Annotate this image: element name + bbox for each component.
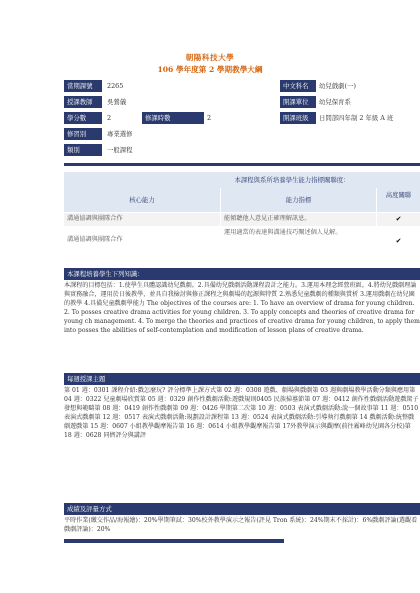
ability-row-2-indicator: 運用適當的表達與溝通技巧闡述個人見解。 xyxy=(224,229,342,236)
class-value: 日間部四年制 2 年級 A 班 xyxy=(319,114,394,122)
class-label: 開課班級 xyxy=(280,112,316,124)
department-label: 開課單位 xyxy=(280,96,316,108)
instructor-label: 授課教師 xyxy=(64,96,102,108)
ability-row-1-core: 溝通協調與團隊合作 xyxy=(64,213,220,226)
category-label: 修習別 xyxy=(64,128,102,140)
category-value: 專業選修 xyxy=(107,130,133,138)
course-info-row-3 xyxy=(64,112,420,124)
credits-value: 2 xyxy=(107,114,112,122)
ability-row-2-check-icon: ✔ xyxy=(395,237,402,245)
divider-bar xyxy=(64,163,420,166)
syllabus-title: 106 學年度第 2 學期教學大綱 xyxy=(157,65,263,74)
grading-bottom-bar xyxy=(64,539,284,543)
schedule-text: 第 01 週：0301 課程介紹:戲怎麼玩? 評分標準上課方式第 02 週：0308 遊戲、劇場與戲劇第 03 週與劇場教學活動分類與應用第 04 週：0322 兒童劇場欣賞第 05 週：0329 創作性戲劇活動:遊戲規則0405 民族掃墓節第 07 週：0412 創作性戲劇活動遊戲駕子發想與範疇第 08 週：0419 創作性戲劇第 09 週：0426 學期第二次第 10 週：0503 表演式戲劇活動:說一個故事第 11 週：0510 表演式戲劇第 12 週：0517 表演式戲劇活動:規劃設計課程第 13 週：0524 表演式戲劇活動:引導執行戲劇第 14 戲劇活動:統整戲劇遊戲第 15 週：0607 小組教學觀摩報告第 16 週：0614 小組教學觀摩報告第 17外教學演示與觀摩(前往霧峰幼兒園各分校)第 18 週：0628 同儕評分與講評 xyxy=(64,387,419,440)
ability-row-1-indicator: 能傾聽他人意見正確理解訊息。 xyxy=(221,213,376,226)
instructor-value: 吳鶯儀 xyxy=(107,98,127,106)
department-value: 幼兒保育系 xyxy=(319,98,351,106)
credits-label: 學分數 xyxy=(64,112,102,124)
course-info-row-5 xyxy=(64,144,420,156)
course-name-label: 中文科名 xyxy=(280,80,316,92)
schedule-heading: 每週授課主題 xyxy=(64,373,420,385)
course-code-value: 2265 xyxy=(107,82,124,90)
course-name-value: 幼兒戲劇(一) xyxy=(319,82,356,90)
type-label: 類別 xyxy=(64,144,102,156)
ability-col-core: 核心能力 xyxy=(64,188,220,212)
course-info-row-4 xyxy=(64,128,420,140)
course-code-label: 當期課號 xyxy=(64,80,102,92)
course-info-row-2 xyxy=(64,96,420,108)
grading-text: 平時作業(繳交作品/海報繪)：20%學期筆試：30%校外教學演示之報告(評見 Tron 系統)：24%期末不採計)：6%戲劇評論(選觀看戲劇評論)：20% xyxy=(64,517,418,534)
ability-row-2-core: 溝通協調與團隊合作 xyxy=(67,236,123,243)
objectives-heading: 本課程培養學生下列知識： xyxy=(64,268,420,280)
hours-label: 修課時數 xyxy=(142,112,204,124)
course-info-row-1 xyxy=(64,80,420,92)
type-value: 一般課程 xyxy=(107,146,133,154)
university-title: 朝陽科技大學 xyxy=(185,53,235,62)
hours-value: 2 xyxy=(207,114,212,122)
ability-col-indicator: 能力指標 xyxy=(221,188,376,212)
ability-table-title: 本課程與系所培養學生能力指標關聯度： xyxy=(64,172,420,188)
objectives-text: 本課程的目標包括：1.使學生具體認識幼兒戲劇。2.具備幼兒戲劇活動課程設計之能力。3.運用本理念經營班級。4.將幼兒戲劇理論與實務融合，運用於日後教學，並具自我檢討與修正課程之與劇場的起源與特質 2.熟悉兒童戲劇的種類與賞析 3.運用戲劇在幼兒園的教學 4.具備兒童戲劇學能力 The objectives of the courses are: 1. To have an overview of drama for young children. 2. To posses creative drama activities for young children. 3. To apply concepts and theories of creative drama for young ch management. 4. To merge the theories and practices of creative drama for young children, to apply them into posses the abilities of self-contemplation and modification of lesson plans of creative drama. xyxy=(64,282,420,335)
ability-col-relevance: 高度關聯 xyxy=(377,188,420,212)
grading-heading: 成績及評量方式 xyxy=(64,503,420,515)
ability-row-1-check-icon: ✔ xyxy=(395,215,402,223)
